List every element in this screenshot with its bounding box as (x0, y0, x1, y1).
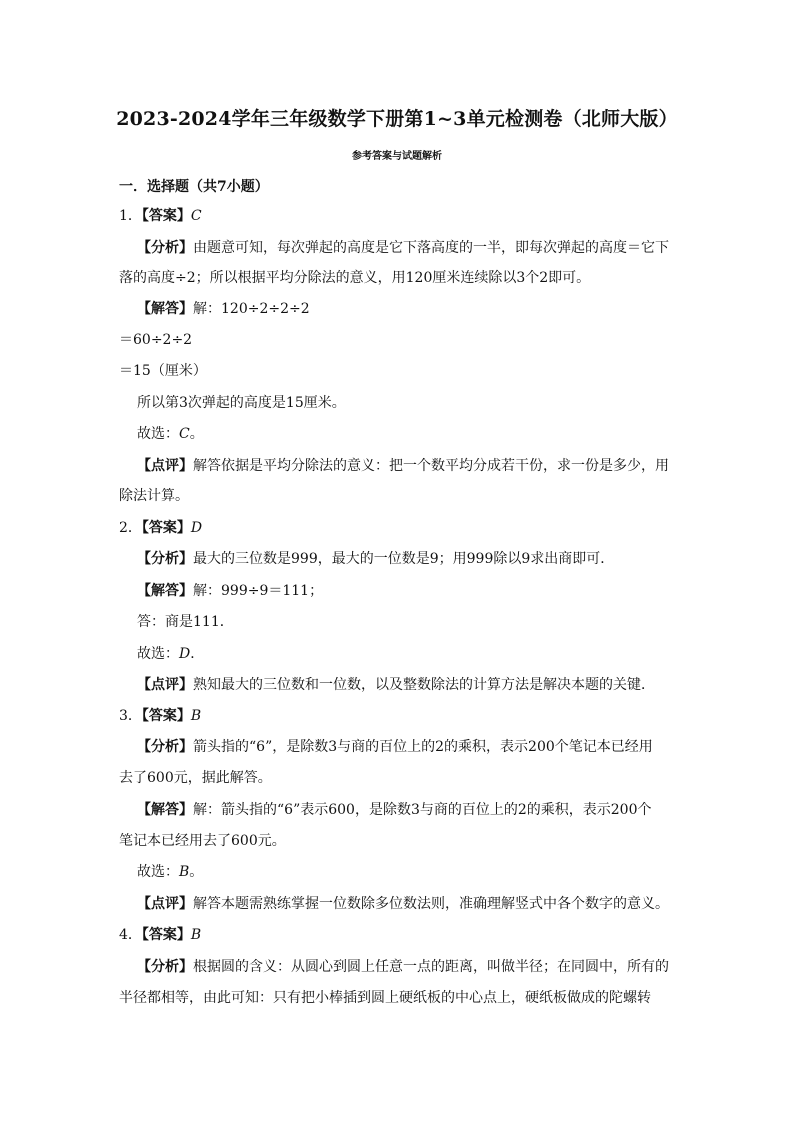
q3-comment-text-1: 解答本题需熟练掌握一位数除多位数法则，准确理解竖式中各个数字的意义。 (193, 896, 669, 912)
q1-solve-line-2: ＝60÷2÷2 (119, 332, 193, 348)
q4-analysis-line-1 (137, 957, 669, 977)
choose-prefix: 故选： (137, 426, 179, 442)
q1-choose-line (137, 424, 204, 444)
q2-choose-line (137, 644, 204, 664)
solve-tag: 【解答】 (137, 802, 193, 818)
document-subtitle: 参考答案与试题解析 (352, 151, 442, 162)
q2-comment-text-1: 熟知最大的三位数和一位数，以及整数除法的计算方法是解决本题的关键． (193, 677, 655, 693)
section-heading: 一．选择题（共7小题） (119, 179, 269, 195)
choose-prefix: 故选： (137, 864, 179, 880)
q3-choose-letter: B (179, 864, 190, 880)
answer-tag: 【答案】 (141, 520, 191, 536)
q3-analysis-text-1: 箭头指的“6”，是除数3与商的百位上的2的乘积，表示200个笔记本已经用 (193, 739, 653, 755)
analysis-tag: 【分析】 (137, 959, 193, 975)
solve-tag: 【解答】 (137, 301, 193, 317)
choose-suffix: 。 (189, 426, 204, 442)
q4-answer: B (190, 927, 202, 943)
q1-answer-line (119, 206, 202, 226)
q1-comment-line-1 (137, 456, 669, 476)
choose-suffix: ． (190, 646, 205, 662)
q4-analysis-text-1: 根据圆的含义：从圆心到圆上任意一点的距离，叫做半径；在同圆中，所有的 (193, 959, 669, 975)
q3-solve-line-2: 笔记本已经用去了600元。 (119, 833, 286, 849)
q1-analysis-line-1 (137, 238, 669, 258)
comment-tag: 【点评】 (137, 458, 193, 474)
q2-number: 2． (119, 520, 142, 536)
q3-solve-text-1: 解：箭头指的“6”表示600，是除数3与商的百位上的2的乘积，表示200个 (193, 802, 652, 818)
document-title: 2023-2024学年三年级数学下册第1~3单元检测卷（北师大版） (116, 108, 678, 130)
answer-tag: 【答案】 (141, 927, 191, 943)
answer-tag: 【答案】 (141, 208, 191, 224)
q2-solve-line-1 (137, 581, 323, 601)
analysis-tag: 【分析】 (137, 739, 193, 755)
analysis-tag: 【分析】 (137, 551, 193, 567)
q2-comment-line-1 (137, 675, 655, 695)
q1-solve-line-3: ＝15（厘米） (119, 363, 207, 379)
q1-comment-text-1: 解答依据是平均分除法的意义：把一个数平均分成若干份，求一份是多少，用 (193, 458, 669, 474)
q2-solve-line-2: 答：商是111． (137, 614, 234, 630)
q1-analysis-line-2: 落的高度÷2；所以根据平均分除法的意义，用120厘米连续除以3个2即可。 (119, 270, 591, 286)
q4-number: 4． (119, 927, 142, 943)
q1-solve-text-1: 解：120÷2÷2÷2 (193, 301, 310, 317)
q3-comment-line-1 (137, 894, 669, 914)
q1-answer: C (190, 208, 202, 224)
comment-tag: 【点评】 (137, 896, 193, 912)
q1-solve-line-1 (137, 299, 310, 319)
q4-answer-line (119, 925, 201, 945)
q1-solve-line-4: 所以第3次弹起的高度是15厘米。 (137, 395, 346, 411)
choose-prefix: 故选： (137, 646, 179, 662)
q4-analysis-line-2: 半径都相等，由此可知：只有把小棒插到圆上硬纸板的中心点上，硬纸板做成的陀螺转 (119, 990, 651, 1006)
solve-tag: 【解答】 (137, 583, 193, 599)
q3-answer: B (190, 708, 202, 724)
q2-answer: D (190, 520, 203, 536)
q3-answer-line (119, 706, 201, 726)
q2-solve-text-1: 解：999÷9＝111； (193, 583, 324, 599)
q1-number: 1． (119, 208, 142, 224)
q3-choose-line (137, 862, 203, 882)
q2-analysis-line-1 (137, 549, 614, 569)
q1-choose-letter: C (179, 426, 190, 442)
q3-solve-line-1 (137, 800, 651, 820)
answer-tag: 【答案】 (141, 708, 191, 724)
q2-analysis-text-1: 最大的三位数是999，最大的一位数是9；用999除以9求出商即可． (193, 551, 615, 567)
q1-analysis-text-1: 由题意可知，每次弹起的高度是它下落高度的一半，即每次弹起的高度＝它下 (193, 240, 669, 256)
choose-suffix: 。 (189, 864, 204, 880)
comment-tag: 【点评】 (137, 677, 193, 693)
q3-analysis-line-1 (137, 737, 653, 757)
q3-analysis-line-2: 去了600元，据此解答。 (119, 770, 272, 786)
analysis-tag: 【分析】 (137, 240, 193, 256)
q3-number: 3． (119, 708, 142, 724)
q2-choose-letter: D (179, 646, 191, 662)
q2-answer-line (119, 518, 202, 538)
q1-comment-line-2: 除法计算。 (119, 488, 189, 504)
